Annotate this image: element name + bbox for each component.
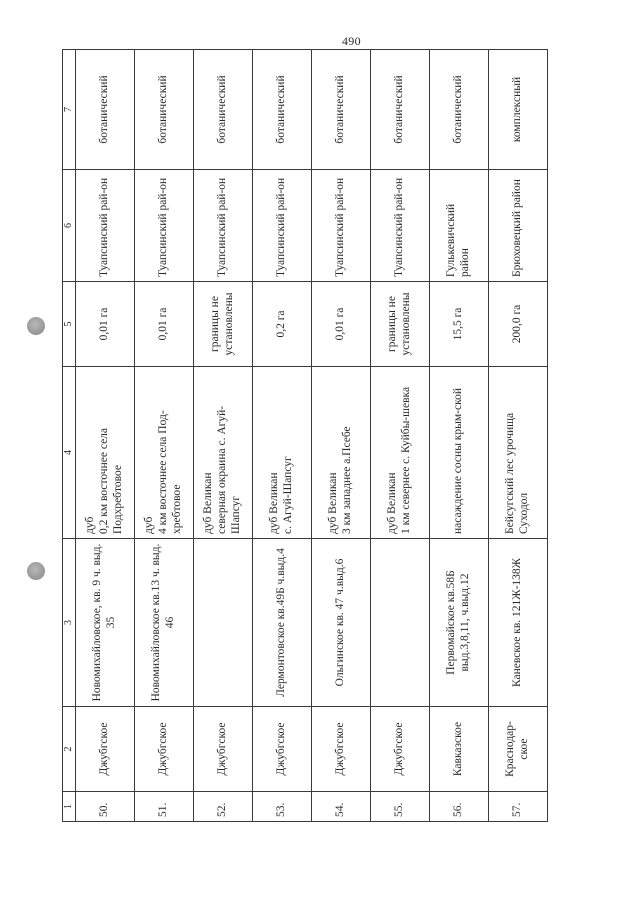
quarter-cell: Лермонтовское кв.49Б ч.выд.4: [253, 539, 312, 707]
area-cell: границы не установлены: [194, 282, 253, 367]
column-header: 4: [63, 367, 76, 539]
object-description-cell: дуб Великан северная окраина с. Агуй-Шапсуг: [194, 367, 253, 539]
row-number-cell: 54.: [312, 792, 371, 822]
quarter-cell: Первомайское кв.58Б выд.3,8,11, ч.выд.12: [430, 539, 489, 707]
row-number-cell: 51.: [135, 792, 194, 822]
forestry-district-cell: Краснодар-ское: [489, 707, 548, 792]
area-cell: 0,01 га: [135, 282, 194, 367]
region-cell: Туапсинский рай-он: [135, 170, 194, 282]
object-description-cell: Бейсугский лес урочища Суходол: [489, 367, 548, 539]
object-description-cell: дуб 0,2 км восточнее села Подхребтовое: [76, 367, 135, 539]
object-description-cell: дуб Великан 3 км западнее а.Псебе: [312, 367, 371, 539]
forestry-district-cell: Джубгское: [194, 707, 253, 792]
monument-type-cell: ботанический: [76, 50, 135, 170]
quarter-cell: [194, 539, 253, 707]
table-row: [312, 50, 371, 822]
punch-hole-upper: [27, 317, 45, 335]
table-row: [76, 50, 135, 822]
column-header: 1: [63, 792, 76, 822]
row-number-cell: 52.: [194, 792, 253, 822]
quarter-cell: [371, 539, 430, 707]
forestry-district-cell: Кавказское: [430, 707, 489, 792]
monument-type-cell: ботанический: [371, 50, 430, 170]
forestry-district-cell: Джубгское: [312, 707, 371, 792]
region-cell: Туапсинский рай-он: [253, 170, 312, 282]
row-number-cell: 50.: [76, 792, 135, 822]
table-row: [371, 50, 430, 822]
column-header: 2: [63, 707, 76, 792]
region-cell: Туапсинский рай-он: [76, 170, 135, 282]
column-header: 7: [63, 50, 76, 170]
row-number-cell: 53.: [253, 792, 312, 822]
area-cell: 0,2 га: [253, 282, 312, 367]
quarter-cell: Ольгинское кв. 47 ч.выд.6: [312, 539, 371, 707]
column-header: 3: [63, 539, 76, 707]
monument-type-cell: ботанический: [430, 50, 489, 170]
object-description-cell: дуб Великан с. Агуй-Шапсуг: [253, 367, 312, 539]
monument-type-cell: комплексный: [489, 50, 548, 170]
region-cell: Туапсинский рай-он: [312, 170, 371, 282]
row-number-cell: 55.: [371, 792, 430, 822]
table-body: [63, 50, 548, 822]
object-description-cell: дуб 4 км восточнее села Под-хребтовое: [135, 367, 194, 539]
table-row: [430, 50, 489, 822]
forestry-district-cell: Джубгское: [76, 707, 135, 792]
area-cell: 0,01 га: [312, 282, 371, 367]
region-cell: Туапсинский рай-он: [371, 170, 430, 282]
table-row: [253, 50, 312, 822]
quarter-cell: Новомихайловское кв.13 ч. выд. 46: [135, 539, 194, 707]
punch-hole-lower: [27, 562, 45, 580]
region-cell: Брюховецкий район: [489, 170, 548, 282]
forestry-district-cell: Джубгское: [371, 707, 430, 792]
area-cell: 200,0 га: [489, 282, 548, 367]
row-number-cell: 56.: [430, 792, 489, 822]
area-cell: 0,01 га: [76, 282, 135, 367]
monument-type-cell: ботанический: [312, 50, 371, 170]
table-row: [194, 50, 253, 822]
region-cell: Гулькевичский район: [430, 170, 489, 282]
area-cell: 15,5 га: [430, 282, 489, 367]
column-number-header-row: [63, 50, 76, 822]
area-cell: границы не установлены: [371, 282, 430, 367]
object-description-cell: насаждение сосны крым-ской: [430, 367, 489, 539]
monument-type-cell: ботанический: [135, 50, 194, 170]
quarter-cell: Новомихайловское, кв. 9 ч. выд. 35: [76, 539, 135, 707]
column-header: 5: [63, 282, 76, 367]
monument-type-cell: ботанический: [194, 50, 253, 170]
object-description-cell: дуб Великан 1 км севернее с. Куйбы-шевка: [371, 367, 430, 539]
rotated-table-wrapper: [62, 50, 536, 822]
table-row: [135, 50, 194, 822]
monument-type-cell: ботанический: [253, 50, 312, 170]
column-header: 6: [63, 170, 76, 282]
protected-objects-table: [62, 49, 548, 822]
table-row: [489, 50, 548, 822]
page-number: 490: [342, 34, 361, 48]
row-number-cell: 57.: [489, 792, 548, 822]
forestry-district-cell: Джубгское: [135, 707, 194, 792]
quarter-cell: Каневское кв. 121Ж-138Ж: [489, 539, 548, 707]
forestry-district-cell: Джубгское: [253, 707, 312, 792]
region-cell: Туапсинский рай-он: [194, 170, 253, 282]
